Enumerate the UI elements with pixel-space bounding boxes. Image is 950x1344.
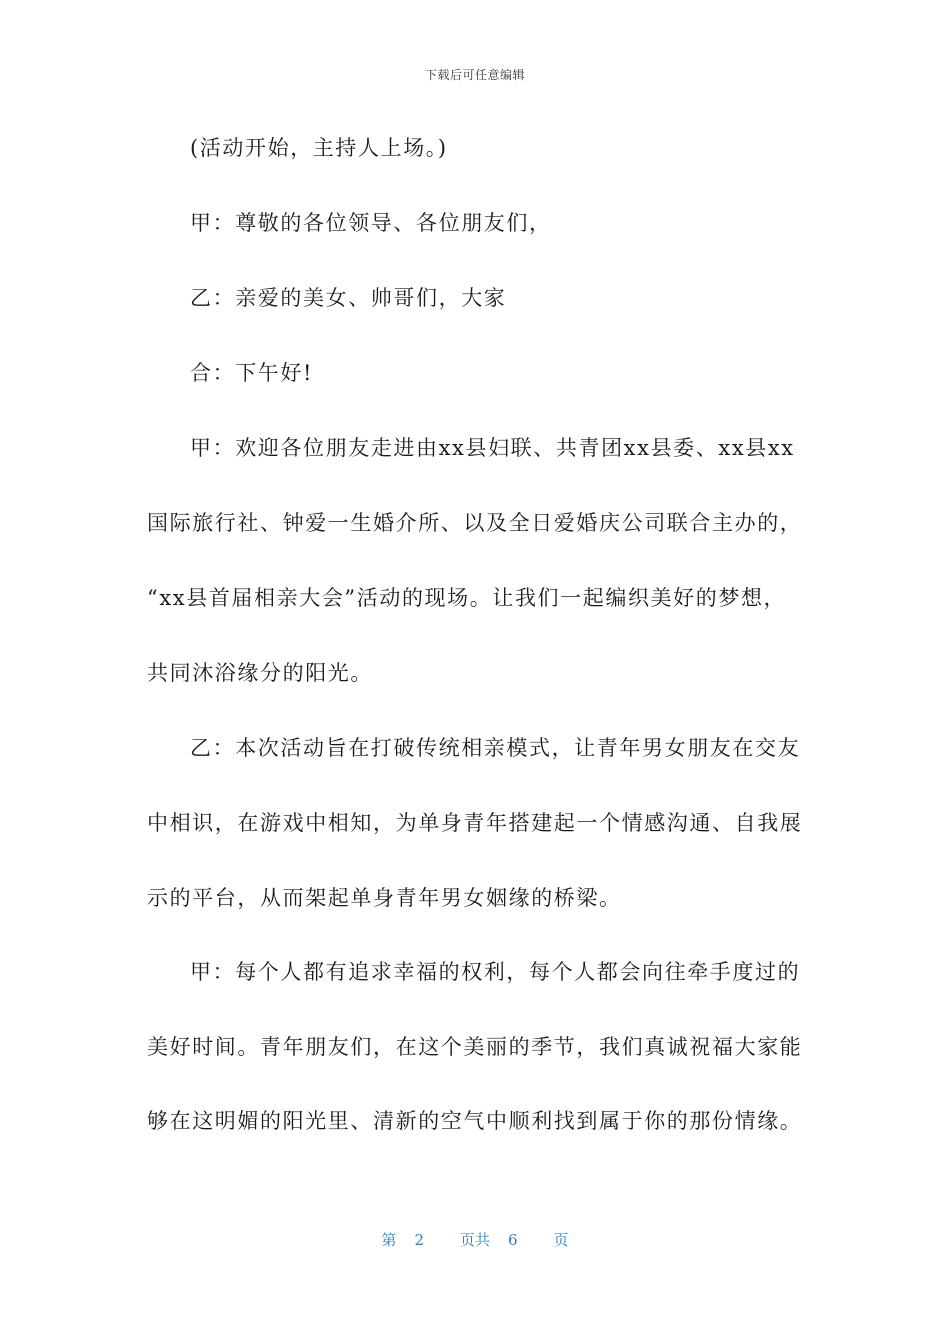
paragraph-line: 甲：尊敬的各位领导、各位朋友们，: [190, 211, 552, 235]
paragraph-line: 乙：亲爱的美女、帅哥们，大家: [190, 286, 507, 310]
paragraph-line: 甲：每个人都有追求幸福的权利，每个人都会向往牵手度过的: [190, 960, 801, 984]
footer-ye: 页: [553, 1231, 569, 1249]
paragraph-line: 国际旅行社、钟爱一生婚介所、以及全日爱婚庆公司联合主办的，: [147, 511, 803, 535]
paragraph-line: 够在这明媚的阳光里、清新的空气中顺利找到属于你的那份情缘。: [147, 1109, 803, 1133]
paragraph-line: 甲：欢迎各位朋友走进由xx县妇联、共青团xx县委、xx县xx: [190, 436, 795, 460]
header-note: 下载后可任意编辑: [424, 68, 525, 82]
paragraph-line: (活动开始，主持人上场。): [190, 136, 448, 160]
footer-total-pages: 6: [508, 1231, 518, 1249]
paragraph-line: 共同沐浴缘分的阳光。: [147, 661, 373, 685]
footer-di: 第: [381, 1231, 397, 1249]
footer-page-number: 2: [414, 1231, 424, 1249]
paragraph-line: 中相识，在游戏中相知，为单身青年搭建起一个情感沟通、自我展: [147, 811, 803, 835]
paragraph-line: 合：下午好!: [190, 361, 314, 385]
paragraph-line: 示的平台，从而架起单身青年男女姻缘的桥梁。: [147, 886, 622, 910]
paragraph-line: “xx县首届相亲大会”活动的现场。让我们一起编织美好的梦想，: [147, 586, 787, 610]
paragraph-line: 乙：本次活动旨在打破传统相亲模式，让青年男女朋友在交友: [190, 736, 801, 760]
footer-ye-gong: 页共: [459, 1231, 490, 1249]
page-footer: [0, 1229, 950, 1250]
paragraph-line: 美好时间。青年朋友们，在这个美丽的季节，我们真诚祝福大家能: [147, 1035, 803, 1059]
